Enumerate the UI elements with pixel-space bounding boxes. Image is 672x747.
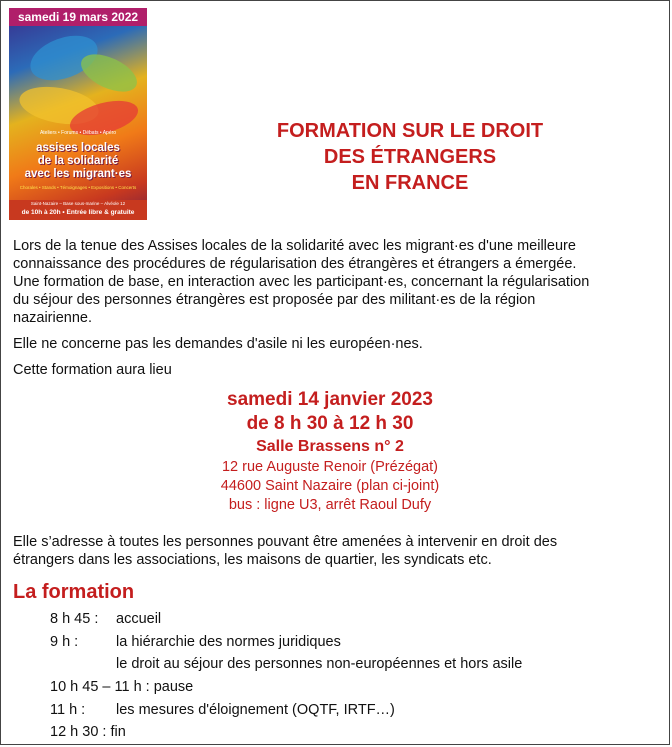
program-time: 11 h :	[50, 702, 86, 718]
program-item	[50, 702, 395, 718]
poster-activities: Chorales • Stands • Témoignages • Expositions • Concerts	[19, 185, 137, 190]
event-time: de 8 h 30 à 12 h 30	[246, 413, 414, 434]
program-text: 10 h 45 – 11 h : pause	[50, 679, 194, 695]
program-text: le droit au séjour des personnes non-européennes et hors asile	[116, 656, 523, 672]
page-title	[190, 118, 630, 196]
program-heading: La formation	[13, 581, 135, 603]
poster-place: Saint-Nazaire – Base sous-marine – Alvéole 12	[30, 201, 126, 206]
program-time: 9 h :	[50, 634, 79, 650]
event-city: 44600 Saint Nazaire (plan ci-joint)	[220, 478, 440, 494]
program-item	[50, 724, 126, 740]
audience-paragraph	[13, 533, 659, 569]
intro-line: connaissance des procédures de régularisation des étrangères et étrangers a émergée.	[13, 256, 577, 272]
program-text: 12 h 30 : fin	[50, 724, 126, 740]
intro-paragraph	[13, 237, 659, 327]
intro-line: Lors de la tenue des Assises locales de la solidarité avec les migrant·es d'une meilleure	[13, 238, 576, 254]
audience-line: Elle s’adresse à toutes les personnes pouvant être amenées à intervenir en droit des	[13, 534, 558, 550]
poster-title	[13, 142, 143, 181]
program-text: accueil	[116, 611, 162, 627]
event-bus: bus : ligne U3, arrêt Raoul Dufy	[228, 497, 432, 513]
title-line: FORMATION SUR LE DROIT	[276, 120, 544, 142]
program-time: 8 h 45 :	[50, 611, 99, 627]
program-item	[50, 679, 193, 695]
program-item	[50, 656, 522, 672]
event-room: Salle Brassens n° 2	[256, 438, 404, 455]
program-item	[50, 634, 341, 650]
intro-line: du séjour des personnes étrangères est proposée par des militant·es de la région	[13, 292, 536, 308]
poster-date: samedi 19 mars 2022	[9, 8, 147, 26]
title-line: EN FRANCE	[351, 172, 469, 194]
poster-title-line: de la solidarité	[37, 155, 119, 167]
event-address: 12 rue Auguste Renoir (Prézégat)	[221, 459, 438, 475]
intro-line: nazairienne.	[13, 310, 92, 326]
program-text: la hiérarchie des normes juridiques	[116, 634, 341, 650]
poster-subtitle: Ateliers • Forums • Débats • Apéro	[39, 130, 117, 136]
poster-title-line: avec les migrant·es	[24, 168, 132, 180]
event-poster-image	[9, 8, 147, 220]
program-text: les mesures d'éloignement (OQTF, IRTF…)	[116, 702, 395, 718]
title-line: DES ÉTRANGERS	[323, 146, 497, 168]
poster-hours: de 10h à 20h • Entrée libre & gratuite	[21, 209, 135, 216]
announce-paragraph: Cette formation aura lieu	[13, 362, 172, 378]
poster-title-line: assises locales	[36, 142, 120, 154]
scope-paragraph: Elle ne concerne pas les demandes d'asile ni les européen·nes.	[13, 336, 423, 352]
audience-line: étrangers dans les associations, les maisons de quartier, les syndicats etc.	[13, 552, 492, 568]
event-date: samedi 14 janvier 2023	[227, 389, 433, 410]
event-details	[160, 388, 500, 515]
poster-footer	[9, 200, 147, 220]
program-item	[50, 611, 161, 627]
intro-line: Une formation de base, en interaction avec les participant·es, concernant la régularisation	[13, 274, 590, 290]
